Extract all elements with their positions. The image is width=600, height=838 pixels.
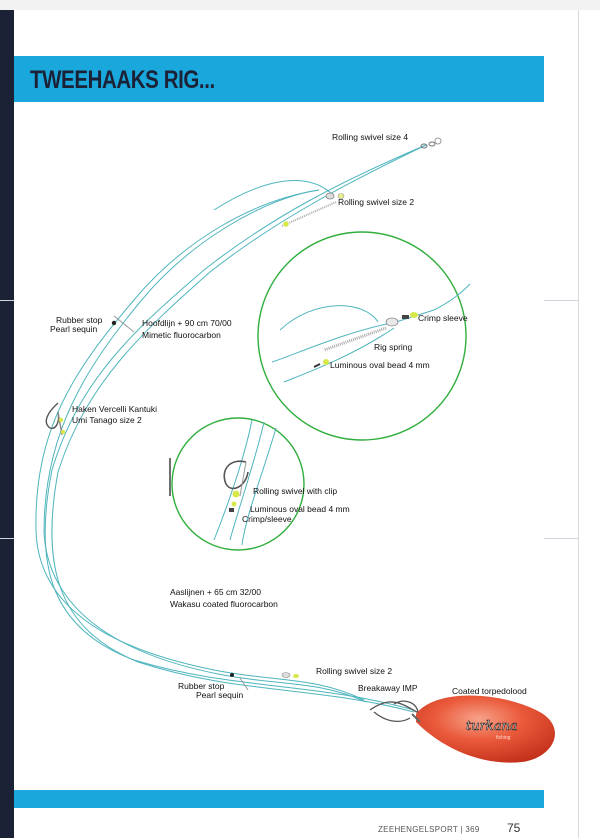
main-line-2 — [52, 145, 426, 712]
bead-hook-2 — [61, 430, 65, 434]
left-margin — [0, 10, 14, 838]
zoom2-bead — [233, 491, 240, 498]
label-hook-1: Haken Vercelli Kantuki — [72, 404, 158, 414]
fold-line-left-1 — [0, 300, 14, 301]
zoom1-bead-2 — [323, 359, 329, 365]
main-lines — [36, 145, 426, 712]
label-torpedo: Coated torpedolood — [452, 686, 527, 696]
fold-line-left-2 — [0, 538, 14, 539]
zoom1-swivel — [386, 318, 398, 326]
label-rolling-swivel-2-bottom: Rolling swivel size 2 — [316, 666, 393, 676]
page-number: 75 — [507, 821, 521, 835]
main-line-3 — [36, 190, 364, 700]
label-rubber-stop-bottom: Rubber stop — [178, 681, 225, 691]
label-hook-2: Umi Tanago size 2 — [72, 415, 142, 425]
label-rolling-swivel-4: Rolling swivel size 4 — [332, 132, 409, 142]
sinker-brand: turkana — [466, 719, 518, 734]
fold-line-right-2 — [544, 538, 578, 539]
label-hoofdlijn-1: Hoofdlijn + 90 cm 70/00 — [142, 318, 232, 328]
label-aaslijnen-2: Wakasu coated fluorocarbon — [170, 599, 278, 609]
fold-line-right-1 — [544, 300, 578, 301]
label-crimp-sleeve: Crimp sleeve — [418, 313, 468, 323]
zoom1-crimp — [402, 315, 409, 319]
main-line-1 — [45, 145, 426, 710]
zoom2-bead-2 — [232, 502, 237, 507]
torpedo-sinker — [412, 695, 555, 762]
bead-top — [283, 221, 289, 227]
label-rolling-swivel-2-top: Rolling swivel size 2 — [338, 197, 415, 207]
footer-band — [14, 790, 544, 808]
bead-hook — [59, 418, 63, 422]
label-aaslijnen-1: Aaslijnen + 65 cm 32/00 — [170, 587, 261, 597]
sinker-brand-sub: fishing — [496, 735, 511, 741]
label-swivel-clip: Rolling swivel with clip — [253, 486, 338, 496]
rolling-swivel-2-bottom — [282, 673, 299, 679]
label-pearl-sequin-top: Pearl sequin — [50, 324, 98, 334]
zoom-circle-spring — [258, 232, 466, 440]
page-title: TWEEHAAKS RIG... — [30, 66, 215, 94]
label-pearl-sequin-bottom: Pearl sequin — [196, 690, 244, 700]
label-breakaway: Breakaway IMP — [358, 683, 418, 693]
zoom1-bead — [410, 312, 418, 318]
label-crimp-sleeve-2: Crimp/sleeve — [242, 514, 292, 524]
label-hoofdlijn-2: Mimetic fluorocarbon — [142, 330, 221, 340]
right-margin — [578, 10, 600, 838]
top-strip — [0, 0, 600, 10]
magazine-page — [14, 10, 578, 838]
label-rubber-stop-top: Rubber stop — [56, 315, 103, 325]
zoom2-lines — [214, 420, 276, 545]
magazine-name: ZEEHENGELSPORT | 369 — [378, 825, 480, 834]
loop-line — [214, 180, 334, 210]
label-luminous-bead-2: Luminous oval bead 4 mm — [250, 504, 350, 514]
label-rig-spring: Rig spring — [374, 342, 413, 352]
zoom2-crimp — [229, 508, 234, 512]
zoom-circle-hook — [172, 418, 304, 550]
rig-diagram — [14, 10, 578, 838]
label-luminous-bead-1: Luminous oval bead 4 mm — [330, 360, 430, 370]
